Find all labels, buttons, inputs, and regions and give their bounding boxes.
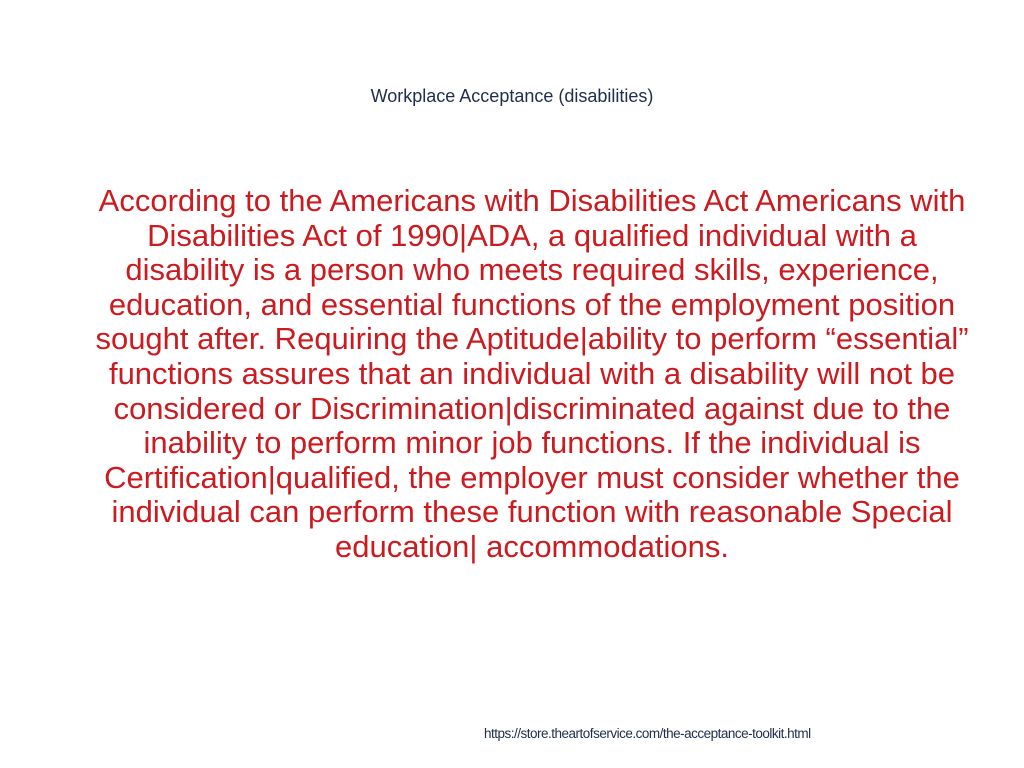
footer-url: https://store.theartofservice.com/the-acceptance-toolkit.html xyxy=(484,726,811,741)
slide-body-text: According to the Americans with Disabilities Act Americans with Disabilities Act of 1990|ADA, a qualified individual with a disability is a person who meets required skills, experience, education, and essential functions of the employment position sought after. Requiring the Aptitude|ability to perform “essential” functions assures that an individual with a disability will not be considered or Discrimination|discriminated against due to the inability to perform minor job functions. If the individual is Certification|qualified, the employer must consider whether the individual can perform these function with reasonable Special education| accommodations. xyxy=(95,183,969,564)
slide-title: Workplace Acceptance (disabilities) xyxy=(370,86,654,106)
